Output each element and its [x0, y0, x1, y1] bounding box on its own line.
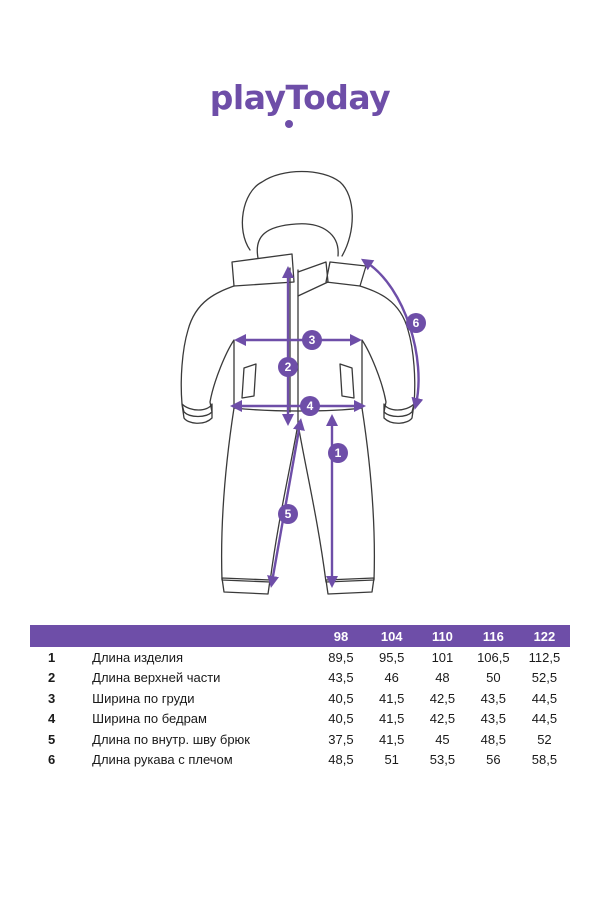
size-header: 116: [468, 625, 519, 647]
measurement-value: 52: [537, 731, 552, 747]
measurement-value: 112,5: [528, 649, 561, 665]
marker-3: [302, 330, 322, 350]
measurement-value: 48,5: [480, 731, 506, 747]
svg-text:3: 3: [308, 333, 316, 347]
measurement-name: Длина изделия: [92, 649, 184, 665]
measurement-name: Длина верхней части: [92, 670, 221, 686]
measurement-value: 42,5: [429, 711, 456, 727]
row-number: 2: [48, 670, 56, 686]
measurement-value: 37,5: [328, 731, 354, 747]
body-right: [360, 286, 415, 417]
measurement-value: 53,5: [429, 752, 456, 768]
measurement-value: 46: [384, 670, 399, 686]
measurement-name: Ширина по бедрам: [92, 711, 207, 727]
measurement-value: 51: [384, 752, 399, 768]
svg-text:5: 5: [284, 507, 292, 521]
row-number: 5: [48, 731, 56, 747]
measurement-value: 50: [486, 670, 501, 686]
brand-logo-dot: [285, 120, 293, 128]
measurement-value: 44,5: [531, 690, 558, 706]
measurement-value: 40,5: [328, 690, 354, 706]
row-number: 3: [48, 690, 56, 706]
measurement-value: 43,5: [480, 690, 506, 706]
brand-logo: [0, 78, 600, 117]
table-row: [30, 709, 570, 730]
measurement-value: 95,5: [379, 649, 405, 665]
measurement-value: 58,5: [531, 752, 558, 768]
table-row: [30, 647, 570, 668]
table-row: [30, 668, 570, 689]
size-header: 110: [417, 625, 468, 647]
body-left: [181, 286, 234, 417]
svg-text:1: 1: [334, 446, 342, 460]
measure-line-5: [272, 424, 300, 582]
row-number: 4: [48, 711, 56, 727]
leg-right: [298, 408, 374, 582]
size-header: 98: [316, 625, 367, 647]
measurement-value: 41,5: [379, 690, 405, 706]
marker-6: [406, 313, 426, 333]
measure-line-6: [366, 262, 419, 404]
size-header-row: [30, 625, 570, 647]
table-row: [30, 729, 570, 750]
marker-1: [328, 443, 348, 463]
collar-outline: [232, 254, 366, 286]
table-row: [30, 750, 570, 771]
row-number: 6: [48, 752, 56, 768]
front-placket: [290, 268, 298, 424]
garment-diagram: [0, 160, 600, 610]
size-table: [30, 625, 570, 770]
measurement-name: Ширина по груди: [92, 690, 195, 706]
measure-markers: [278, 313, 426, 524]
measurement-value: 40,5: [328, 711, 354, 727]
svg-text:4: 4: [306, 399, 314, 413]
svg-text:6: 6: [412, 316, 420, 330]
marker-4: [300, 396, 320, 416]
hood-outline: [242, 172, 352, 257]
size-header: 104: [366, 625, 417, 647]
marker-2: [278, 357, 298, 377]
table-row: [30, 688, 570, 709]
hood-inner: [257, 224, 338, 258]
measurement-value: 44,5: [531, 711, 558, 727]
measurement-value: 106,5: [477, 649, 510, 665]
measurement-value: 101: [431, 649, 454, 665]
measurement-name: Длина рукава с плечом: [92, 752, 233, 768]
storm-flap: [298, 262, 328, 296]
measurement-value: 56: [486, 752, 501, 768]
measurement-value: 48: [435, 670, 450, 686]
svg-text:2: 2: [284, 360, 292, 374]
marker-5: [278, 504, 298, 524]
row-number: 1: [48, 649, 56, 665]
pocket-right: [340, 364, 354, 398]
measurement-value: 41,5: [379, 731, 405, 747]
measurement-value: 45: [435, 731, 450, 747]
measurement-value: 43,5: [328, 670, 354, 686]
measurement-value: 89,5: [328, 649, 354, 665]
brand-logo-text: playToday: [209, 78, 391, 117]
measurement-value: 43,5: [480, 711, 506, 727]
measurement-value: 42,5: [429, 690, 456, 706]
pocket-left: [242, 364, 256, 398]
measurement-name: Длина по внутр. шву брюк: [92, 731, 250, 747]
measurement-value: 41,5: [379, 711, 405, 727]
measurement-value: 52,5: [531, 670, 558, 686]
measurement-value: 48,5: [328, 752, 354, 768]
size-header: 122: [519, 625, 570, 647]
